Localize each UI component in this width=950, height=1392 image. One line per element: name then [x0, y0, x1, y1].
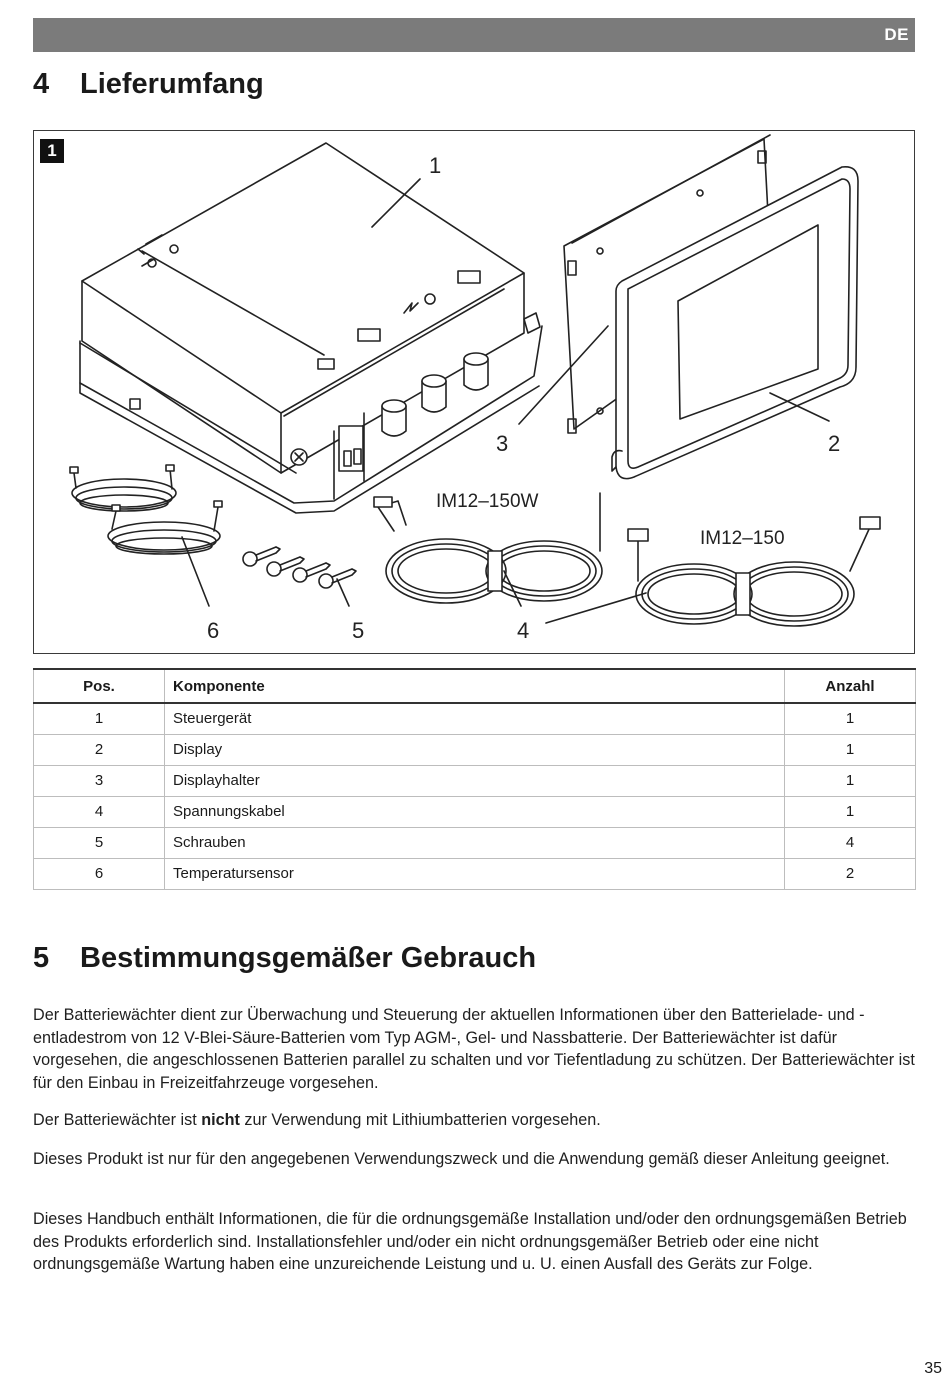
callout-6: 6	[207, 618, 220, 643]
section-heading-intended-use	[33, 942, 536, 975]
emphasis-not: nicht	[201, 1111, 240, 1129]
cell-component: Spannungskabel	[165, 796, 785, 827]
paragraph-manual-info: Dieses Handbuch enthält Informationen, die für die ordnungsgemäße Installation und/oder den ordnungsgemäßen Betrieb des Produkts erforderlich sind. Installationsfehler und/oder ein nicht ordnungsgemäßer Betrieb oder eine nicht ordnungsgemäße Wartung haben eine unzureichende Leistung und u. U. einen Ausfall des Geräts zur Folge.	[33, 1210, 907, 1273]
table-row	[34, 827, 916, 858]
cell-component: Display	[165, 734, 785, 765]
cable-label-im12-150: IM12–150	[700, 528, 785, 549]
cable-label-im12-150w: IM12–150W	[436, 491, 539, 512]
section-number: 4	[33, 68, 50, 100]
figure-number: 1	[40, 139, 64, 163]
cell-pos: 4	[34, 796, 165, 827]
paragraph-text: zur Verwendung mit Lithiumbatterien vorgesehen.	[239, 1111, 601, 1129]
header-pos: Pos.	[34, 669, 165, 703]
table-header-row	[34, 669, 916, 703]
cell-count: 4	[785, 827, 916, 858]
header-component: Komponente	[165, 669, 785, 703]
cell-count: 1	[785, 765, 916, 796]
paragraph-purpose: Der Batteriewächter dient zur Überwachung und Steuerung der aktuellen Informationen über den Batterielade- und -entladestrom von 12 V-Blei-Säure-Batterien vom Typ AGM-, Gel- und Nassbatterie. Der Batteriewächter ist dafür vorgesehen, die angeschlossenen Batterien parallel zu schalten und vor Tiefentladung zu schützen. Der Batteriewächter ist für den Einbau in Freizeitfahrzeuge vorgesehen.	[33, 1006, 915, 1092]
callout-3: 3	[496, 431, 509, 456]
table-row	[34, 796, 916, 827]
paragraph-usage: Dieses Produkt ist nur für den angegebenen Verwendungszweck und die Anwendung gemäß dieser Anleitung geeignet.	[33, 1150, 890, 1168]
cell-count: 1	[785, 703, 916, 734]
voltage-cable-drawing	[374, 493, 880, 626]
control-unit-drawing	[80, 143, 542, 513]
header-count: Anzahl	[785, 669, 916, 703]
cell-pos: 5	[34, 827, 165, 858]
section-title: Bestimmungsgemäßer Gebrauch	[80, 942, 537, 974]
cell-count: 1	[785, 796, 916, 827]
cell-component: Steuergerät	[165, 703, 785, 734]
temperature-sensor-drawing	[70, 465, 222, 554]
cell-pos: 6	[34, 858, 165, 889]
figure-scope-of-delivery	[33, 130, 915, 654]
product-illustration	[34, 131, 916, 655]
section-title: Lieferumfang	[80, 68, 264, 100]
cell-component: Displayhalter	[165, 765, 785, 796]
section-heading-scope-of-delivery	[33, 68, 264, 101]
cell-component: Temperatursensor	[165, 858, 785, 889]
language-tag: DE	[884, 25, 909, 44]
paragraph-lithium-note	[33, 1109, 915, 1132]
cell-count: 2	[785, 858, 916, 889]
table-row	[34, 703, 916, 734]
cell-count: 1	[785, 734, 916, 765]
callout-4: 4	[517, 618, 530, 643]
callout-2: 2	[828, 431, 841, 456]
callout-1: 1	[429, 153, 442, 178]
page-number: 35	[924, 1360, 942, 1377]
table-row	[34, 734, 916, 765]
parts-table	[33, 668, 916, 890]
table-row	[34, 858, 916, 889]
cell-pos: 1	[34, 703, 165, 734]
header-bar	[33, 18, 915, 52]
cell-pos: 2	[34, 734, 165, 765]
cell-pos: 3	[34, 765, 165, 796]
section-number: 5	[33, 942, 50, 974]
cell-component: Schrauben	[165, 827, 785, 858]
callout-5: 5	[352, 618, 365, 643]
table-row	[34, 765, 916, 796]
paragraph-text: Der Batteriewächter ist	[33, 1111, 202, 1129]
